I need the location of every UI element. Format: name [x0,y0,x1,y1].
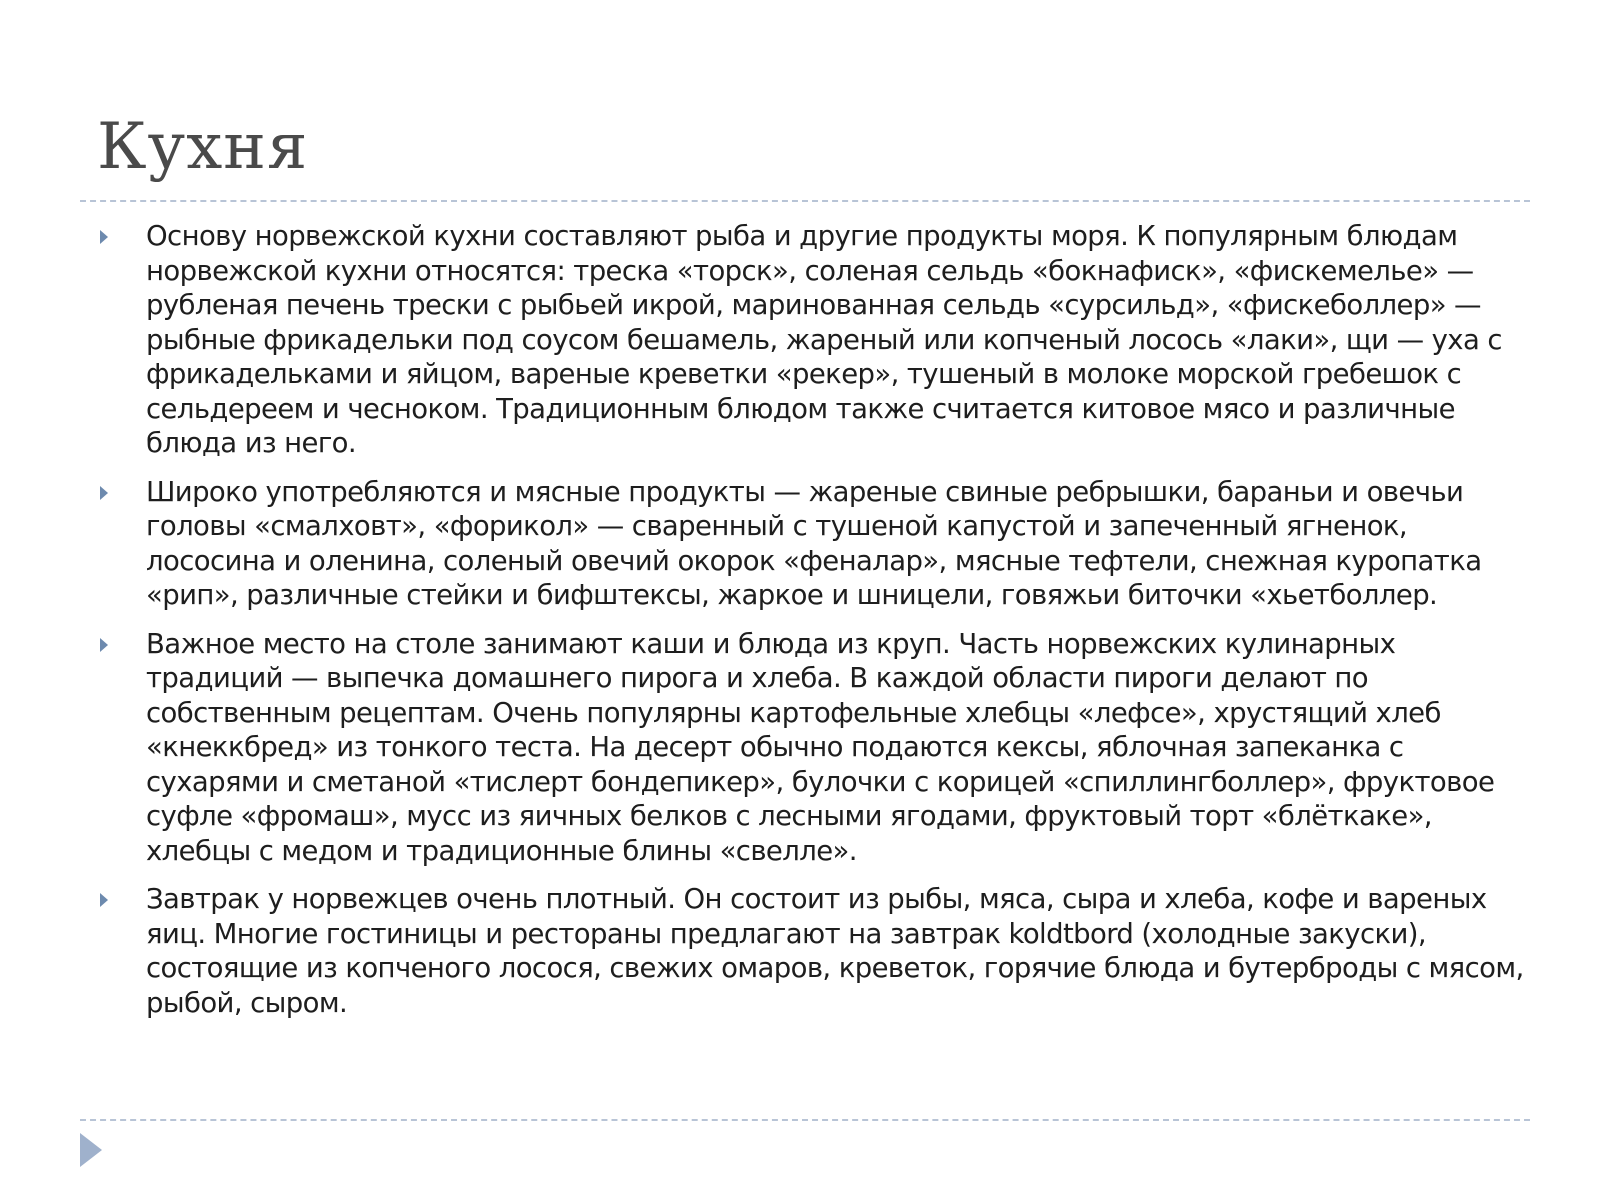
slide-title: Кухня [97,110,309,184]
title-divider [80,200,1530,202]
triangle-right-icon [100,638,108,652]
triangle-right-icon [100,230,108,244]
bullet-item-fish [96,219,1526,461]
bullet-list [96,219,1526,1034]
bullet-text: Широко употребляются и мясные продукты — жареные свиные ребрышки, бараньи и овечьи головы «смалховт», «форикол» — сваренный с тушеной капустой и запеченный ягненок, лососина и оленина, соленый овечий окорок «феналар», мясные тефтели, снежная куропатка «рип», различные стейки и бифштексы, жаркое и шницели, говяжьи биточки «хьетболлер. [146,475,1482,611]
footer-divider [80,1119,1530,1121]
bullet-text: Завтрак у норвежцев очень плотный. Он состоит из рыбы, мяса, сыра и хлеба, кофе и вареных яиц. Многие гостиницы и рестораны предлагают на завтрак koldtbord (холодные закуски), состоящие из копченого лосося, свежих омаров, креветок, горячие блюда и бутерброды с мясом, рыбой, сыром. [146,883,1524,1019]
bullet-text: Важное место на столе занимают каши и блюда из круп. Часть норвежских кулинарных традиций — выпечка домашнего пирога и хлеба. В каждой области пироги делают по собственным рецептам. Очень популярны картофельные хлебцы «лефсе», хрустящий хлеб «кнеккбред» из тонкого теста. На десерт обычно подаются кексы, яблочная запеканка с сухарями и сметаной «тислерт бондепикер», булочки с корицей «спиллингболлер», фруктовое суфле «фромаш», мусс из яичных белков с лесными ягодами, фруктовый торт «блёткаке», хлебцы с медом и традиционные блины «свелле». [146,627,1495,867]
bullet-item-pastry [96,627,1526,869]
triangle-right-icon [100,486,108,500]
bullet-item-breakfast [96,882,1526,1020]
bullet-item-meat [96,475,1526,613]
play-arrow-icon[interactable] [80,1133,102,1167]
bullet-text: Основу норвежской кухни составляют рыба и другие продукты моря. К популярным блюдам норвежской кухни относятся: треска «торск», соленая сельдь «бокнафиск», «фискемелье» — рубленая печень трески с рыбьей икрой, маринованная сельдь «сурсильд», «фискеболлер» — рыбные фрикадельки под соусом бешамель, жареный или копченый лосось «лаки», щи — уха с фрикадельками и яйцом, вареные креветки «рекер», тушеный в молоке морской гребешок с сельдереем и чесноком. Традиционным блюдом также считается китовое мясо и различные блюда из него. [146,220,1502,459]
triangle-right-icon [100,893,108,907]
